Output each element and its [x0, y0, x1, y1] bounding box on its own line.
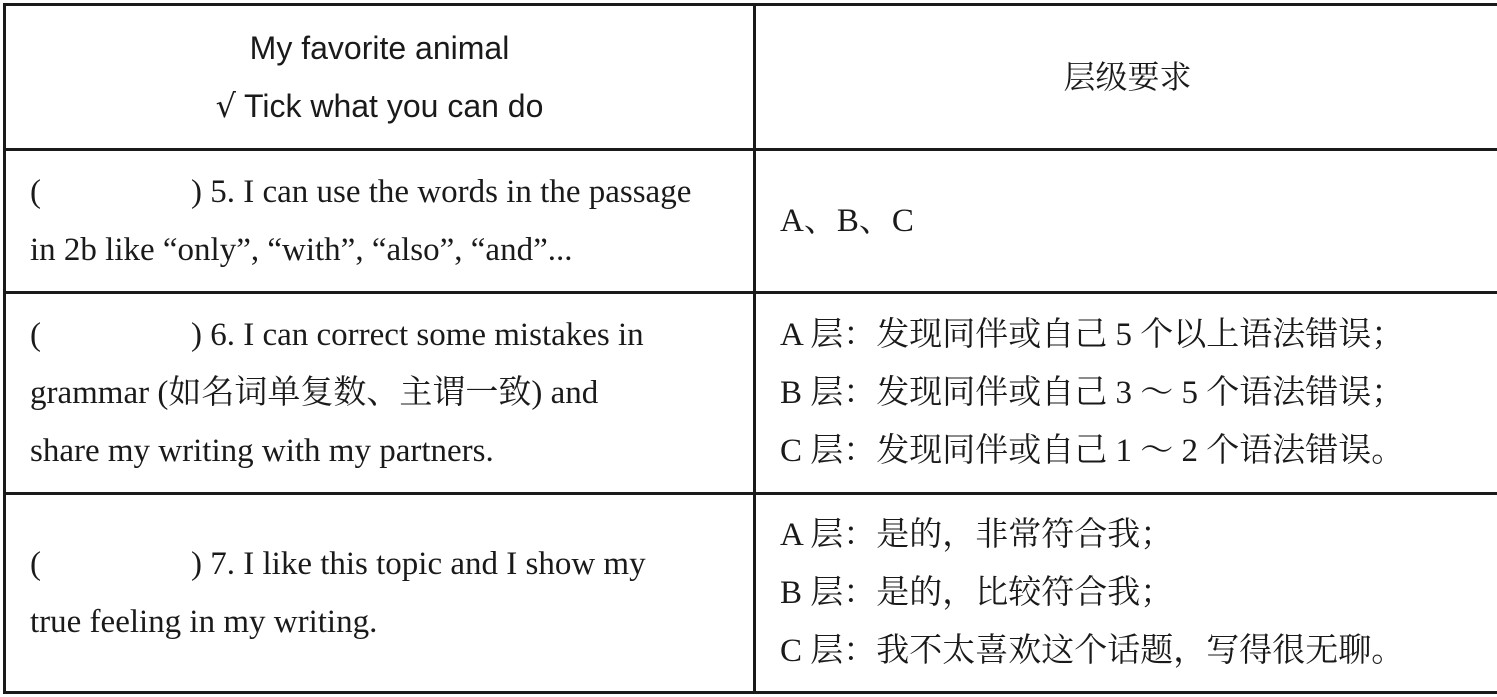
tick-open-paren: (: [30, 174, 41, 210]
level-cell: [755, 494, 1497, 693]
table-header-row: [5, 5, 1497, 150]
header-cell-left: [5, 5, 755, 150]
level-line: B 层：发现同伴或自己 3 ～ 5 个语法错误；: [780, 375, 1405, 411]
item-line: [30, 535, 733, 593]
header-level-title: 层级要求: [1063, 58, 1192, 96]
item-text: ) 6. I can correct some mistakes in: [191, 317, 644, 353]
item-line: share my writing with my partners.: [30, 433, 494, 469]
level-line: B 层：是的，比较符合我；: [780, 575, 1174, 611]
check-mark-icon: √: [215, 87, 236, 125]
table-row: [5, 293, 1497, 494]
level-line: A 层：发现同伴或自己 5 个以上语法错误；: [780, 317, 1405, 353]
item-line: [30, 306, 733, 364]
level-line: C 层：发现同伴或自己 1 ～ 2 个语法错误。: [780, 433, 1405, 469]
level-line: A 层：是的，非常符合我；: [780, 517, 1174, 553]
item-line: grammar (如名词单复数、主谓一致) and: [30, 375, 599, 411]
level-line: C 层：我不太喜欢这个话题，写得很无聊。: [780, 633, 1405, 669]
table-row: [5, 150, 1497, 293]
item-text: ) 5. I can use the words in the passage: [191, 174, 692, 210]
item-cell: [5, 150, 755, 293]
item-line: [30, 163, 733, 221]
self-assessment-table: [3, 3, 1497, 694]
item-line: in 2b like “only”, “with”, “also”, “and”...: [30, 232, 573, 268]
level-cell: [755, 293, 1497, 494]
table-row: [5, 494, 1497, 693]
item-cell: [5, 293, 755, 494]
header-title: My favorite animal: [249, 30, 510, 66]
item-text: ) 7. I like this topic and I show my: [191, 546, 646, 582]
item-cell: [5, 494, 755, 693]
level-cell: [755, 150, 1497, 293]
header-subtitle: Tick what you can do: [243, 88, 544, 124]
level-line: A、B、C: [780, 203, 914, 239]
header-cell-right: [755, 5, 1497, 150]
tick-open-paren: (: [30, 546, 41, 582]
tick-open-paren: (: [30, 317, 41, 353]
header-subtitle-line: [6, 77, 753, 135]
item-line: true feeling in my writing.: [30, 604, 378, 640]
